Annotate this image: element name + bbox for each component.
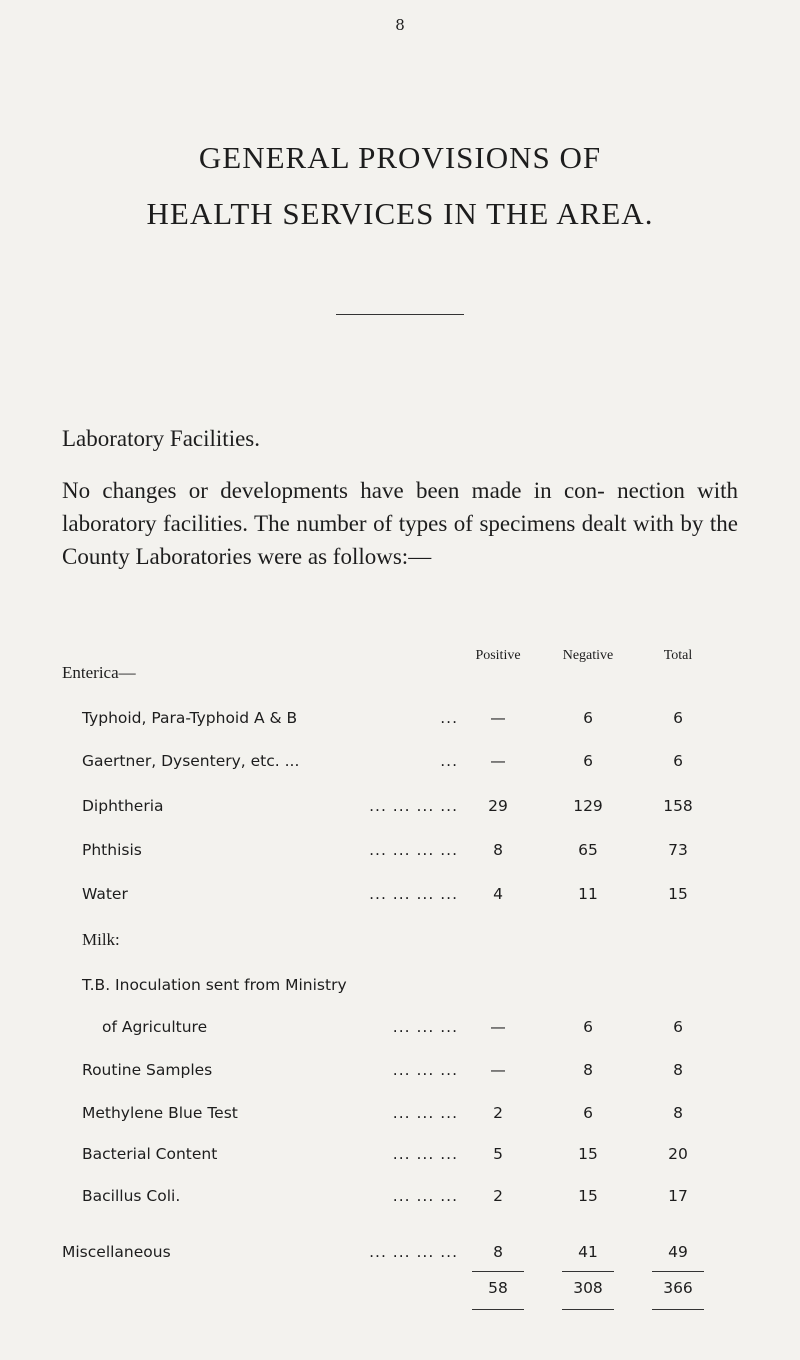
positive-cell: — — [490, 1018, 506, 1036]
group-heading-milk: Milk: — [82, 930, 120, 949]
total-cell: 6 — [673, 709, 683, 727]
total-cell: 158 — [663, 797, 693, 815]
total-cell: 6 — [673, 1018, 683, 1036]
total-rule-total — [652, 1271, 704, 1272]
table-row — [0, 885, 800, 909]
total-rule-negative — [562, 1271, 614, 1272]
leader-dots: ... — [440, 709, 458, 727]
positive-cell: 2 — [493, 1104, 503, 1122]
table-row — [0, 1145, 800, 1169]
page-title-line-2: HEALTH SERVICES IN THE AREA. — [146, 196, 654, 231]
column-header-negative: Negative — [562, 648, 614, 663]
table-row — [0, 1018, 800, 1042]
negative-cell: 129 — [573, 797, 603, 815]
row-label: Miscellaneous — [62, 1243, 171, 1261]
row-label: Phthisis — [82, 841, 142, 859]
intro-paragraph: No changes or developments have been made in con- nection with laboratory facilities. The number of types of specimens dealt with by the County Laboratories were as follows:— — [62, 478, 738, 569]
leader-dots: ... ... ... — [392, 1061, 458, 1079]
negative-cell: 6 — [583, 752, 593, 770]
leader-dots: ... ... ... ... — [369, 841, 458, 859]
negative-cell: 6 — [583, 1018, 593, 1036]
positive-cell: — — [490, 709, 506, 727]
leader-dots: ... ... ... — [392, 1145, 458, 1163]
table-row-label-line — [0, 976, 800, 1000]
table-row — [0, 797, 800, 821]
row-label: Bacterial Content — [82, 1145, 218, 1163]
negative-cell: 8 — [583, 1061, 593, 1079]
leader-dots: ... ... ... — [392, 1187, 458, 1205]
positive-total: 58 — [488, 1279, 508, 1297]
negative-cell: 11 — [578, 885, 598, 903]
totals-row — [0, 1279, 800, 1303]
table-row — [0, 841, 800, 865]
negative-cell: 15 — [578, 1187, 598, 1205]
column-header-total: Total — [663, 648, 693, 663]
positive-cell: 5 — [493, 1145, 503, 1163]
leader-dots: ... ... ... ... — [369, 797, 458, 815]
leader-dots: ... ... ... — [392, 1018, 458, 1036]
double-rule-total — [652, 1309, 704, 1310]
leader-dots: ... ... ... ... — [369, 885, 458, 903]
total-cell: 17 — [668, 1187, 688, 1205]
table-row — [0, 1187, 800, 1211]
row-label: Routine Samples — [82, 1061, 213, 1079]
negative-cell: 41 — [578, 1243, 598, 1261]
row-label: of Agriculture — [102, 1018, 208, 1036]
row-label: Bacillus Coli. — [82, 1187, 181, 1205]
leader-dots: ... ... ... ... — [369, 1243, 458, 1261]
table-row — [0, 752, 800, 776]
positive-cell: — — [490, 1061, 506, 1079]
negative-cell: 6 — [583, 709, 593, 727]
row-label: Typhoid, Para-Typhoid A & B — [82, 709, 298, 727]
total-cell: 73 — [668, 841, 688, 859]
row-label: Diphtheria — [82, 797, 164, 815]
row-label: Methylene Blue Test — [82, 1104, 238, 1122]
total-rule-positive — [472, 1271, 524, 1272]
total-cell: 8 — [673, 1061, 683, 1079]
grand-total: 366 — [663, 1279, 693, 1297]
table-row — [0, 1104, 800, 1128]
row-label-line-1: T.B. Inoculation sent from Ministry — [82, 976, 347, 994]
positive-cell: 29 — [488, 797, 508, 815]
total-cell: 8 — [673, 1104, 683, 1122]
page-title-line-1: GENERAL PROVISIONS OF — [198, 140, 602, 175]
table-row — [0, 709, 800, 733]
double-rule-negative — [562, 1309, 614, 1310]
leader-dots: ... — [440, 752, 458, 770]
table-row — [0, 1061, 800, 1085]
positive-cell: 4 — [493, 885, 503, 903]
total-cell: 6 — [673, 752, 683, 770]
column-header-positive: Positive — [475, 648, 521, 663]
positive-cell: 8 — [493, 841, 503, 859]
row-label: Water — [82, 885, 128, 903]
total-cell: 49 — [668, 1243, 688, 1261]
double-rule-positive — [472, 1309, 524, 1310]
page-number: 8 — [395, 16, 405, 34]
positive-cell: — — [490, 752, 506, 770]
negative-cell: 15 — [578, 1145, 598, 1163]
total-cell: 20 — [668, 1145, 688, 1163]
title-divider — [336, 314, 464, 315]
negative-cell: 65 — [578, 841, 598, 859]
section-heading: Laboratory Facilities. — [62, 426, 260, 451]
row-label: Gaertner, Dysentery, etc. ... — [82, 752, 300, 770]
leader-dots: ... ... ... — [392, 1104, 458, 1122]
total-cell: 15 — [668, 885, 688, 903]
negative-cell: 6 — [583, 1104, 593, 1122]
table-row — [0, 1243, 800, 1267]
positive-cell: 8 — [493, 1243, 503, 1261]
group-heading-enterica: Enterica— — [62, 663, 136, 682]
negative-total: 308 — [573, 1279, 603, 1297]
positive-cell: 2 — [493, 1187, 503, 1205]
